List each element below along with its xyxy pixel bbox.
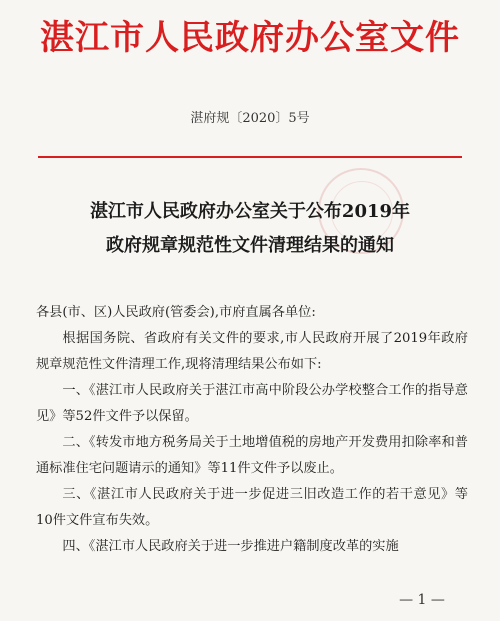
body-paragraph-2: 一、《湛江市人民政府关于湛江市高中阶段公办学校整合工作的指导意见》等52件文件予以保留。 xyxy=(36,383,468,424)
red-separator-line xyxy=(38,156,462,158)
notice-title-line-1: 湛江市人民政府办公室关于公布2019年 xyxy=(89,201,411,222)
issuing-authority-header: 湛江市人民政府办公室文件 xyxy=(40,18,460,58)
recipient-line: 各县(市、区)人民政府(管委会),市府直属各单位: xyxy=(36,305,316,320)
document-number: 湛府规〔2020〕5号 xyxy=(190,111,310,126)
document-body xyxy=(36,300,468,560)
notice-title xyxy=(0,195,500,263)
body-paragraph-1: 根据国务院、省政府有关文件的要求,市人民政府开展了2019年政府规章规范性文件清理工作,现将清理结果公布如下: xyxy=(36,331,468,372)
page-number: — 1 — xyxy=(399,592,445,608)
body-paragraph-5: 四、《湛江市人民政府关于进一步推进户籍制度改革的实施 xyxy=(62,539,399,554)
body-paragraph-4: 三、《湛江市人民政府关于进一步促进三旧改造工作的若干意见》等10件文件宣布失效。 xyxy=(36,487,468,528)
body-paragraph-3: 二、《转发市地方税务局关于土地增值税的房地产开发费用扣除率和普通标准住宅问题请示的通知》等11件文件予以废止。 xyxy=(36,435,468,476)
notice-title-line-2: 政府规章规范性文件清理结果的通知 xyxy=(106,235,394,256)
